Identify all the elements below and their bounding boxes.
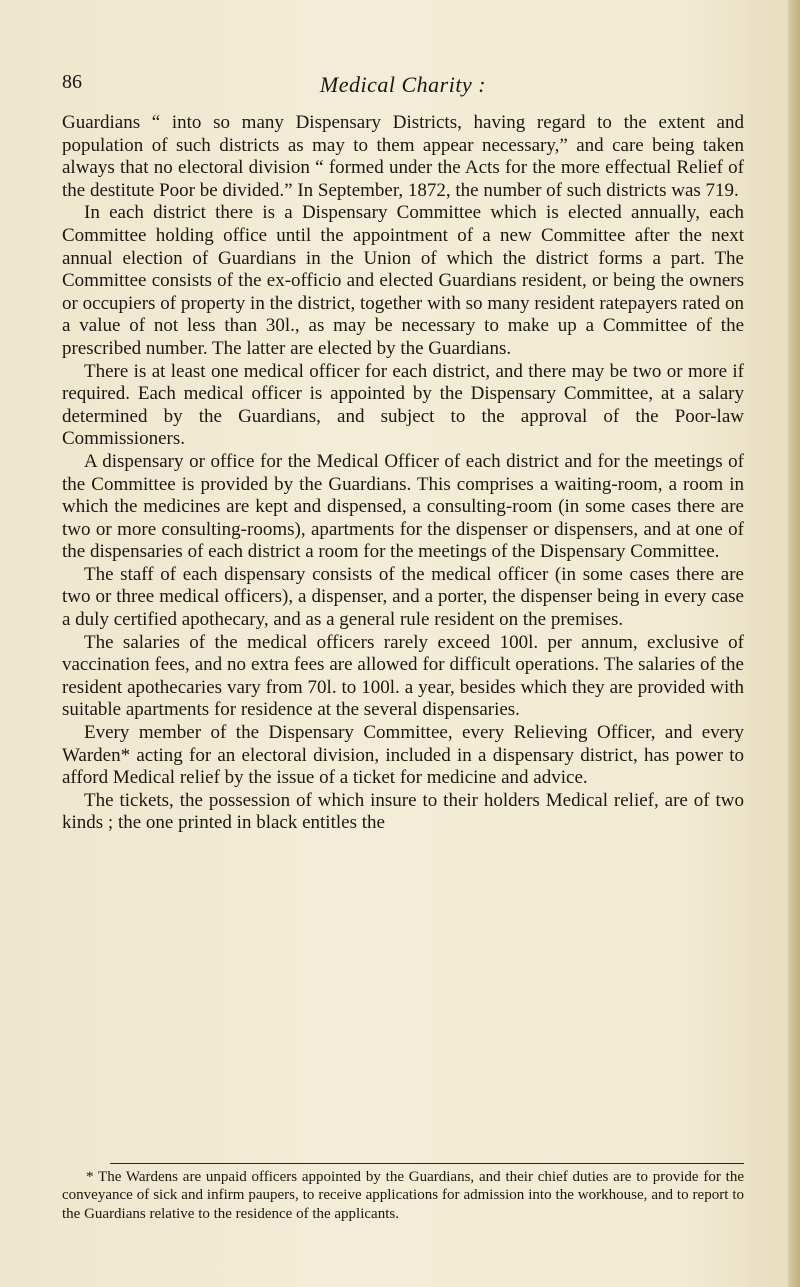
paragraph: A dispensary or office for the Medical Officer of each district and for the meetings of the Committee is provided by the Guardians. This comprises a waiting-room, a room in which the medicines are kept and dispensed, a consulting-room (in some cases there are two or more consulting-rooms), apartments for the dispenser or dispensers, and at one of the dispensaries of each district a room for the meetings of the Dispensary Committee. — [62, 450, 744, 563]
footnote: * The Wardens are unpaid officers appointed by the Guardians, and their chief duties are to provide for the conveyance of sick and infirm paupers, to receive applications for admission into the workhouse, and to report to the Guardians relative to the residence of the applicants. — [62, 1169, 744, 1222]
paragraph: The salaries of the medical officers rarely exceed 100l. per annum, exclusive of vaccination fees, and no extra fees are allowed for difficult operations. The salaries of the resident apothecaries vary from 70l. to 100l. a year, besides which they are provided with suitable apartments for residence at the several dispensaries. — [62, 631, 744, 721]
page-edge — [788, 0, 800, 1287]
paragraph: In each district there is a Dispensary Committee which is elected annually, each Committee holding office until the appointment of a new Committee after the next annual election of Guardians in the Union of which the district forms a part. The Committee consists of the ex-officio and elected Guardians resident, or being the owners or occupiers of property in the district, together with so many resident ratepayers rated on a value of not less than 30l., as may be necessary to make up a Committee of the prescribed number. The latter are elected by the Guardians. — [62, 202, 744, 359]
running-title: Medical Charity : — [319, 72, 487, 97]
footnote-rule — [110, 1163, 744, 1164]
paragraph: There is at least one medical officer for each district, and there may be two or more if required. Each medical officer is appointed by the Dispensary Committee, at a salary determined by the Guardians, and subject to the approval of the Poor-law Commissioners. — [62, 360, 744, 450]
paragraph: The tickets, the possession of which insure to their holders Medical relief, are of two kinds ; the one printed in black entitles the — [62, 789, 744, 834]
paragraph: Every member of the Dispensary Committee, every Relieving Officer, and every Warden* acting for an electoral division, included in a dispensary district, has power to afford Medical relief by the issue of a ticket for medicine and advice. — [62, 722, 744, 789]
body-text — [62, 112, 744, 835]
page-number: 86 — [62, 71, 82, 93]
paragraph: The staff of each dispensary consists of the medical officer (in some cases there are two or three medical officers), a dispenser, and a porter, the dispenser being in every case a duly certified apothecary, and as a general rule resident on the premises. — [62, 563, 744, 631]
page-header — [62, 70, 744, 104]
paragraph: Guardians “ into so many Dispensary Districts, having regard to the extent and population of such districts as may to them appear necessary,” and care being taken always that no electoral division “ formed under the Acts for the more effectual Relief of the destitute Poor be divided.” In September, 1872, the number of such districts was 719. — [62, 112, 744, 201]
